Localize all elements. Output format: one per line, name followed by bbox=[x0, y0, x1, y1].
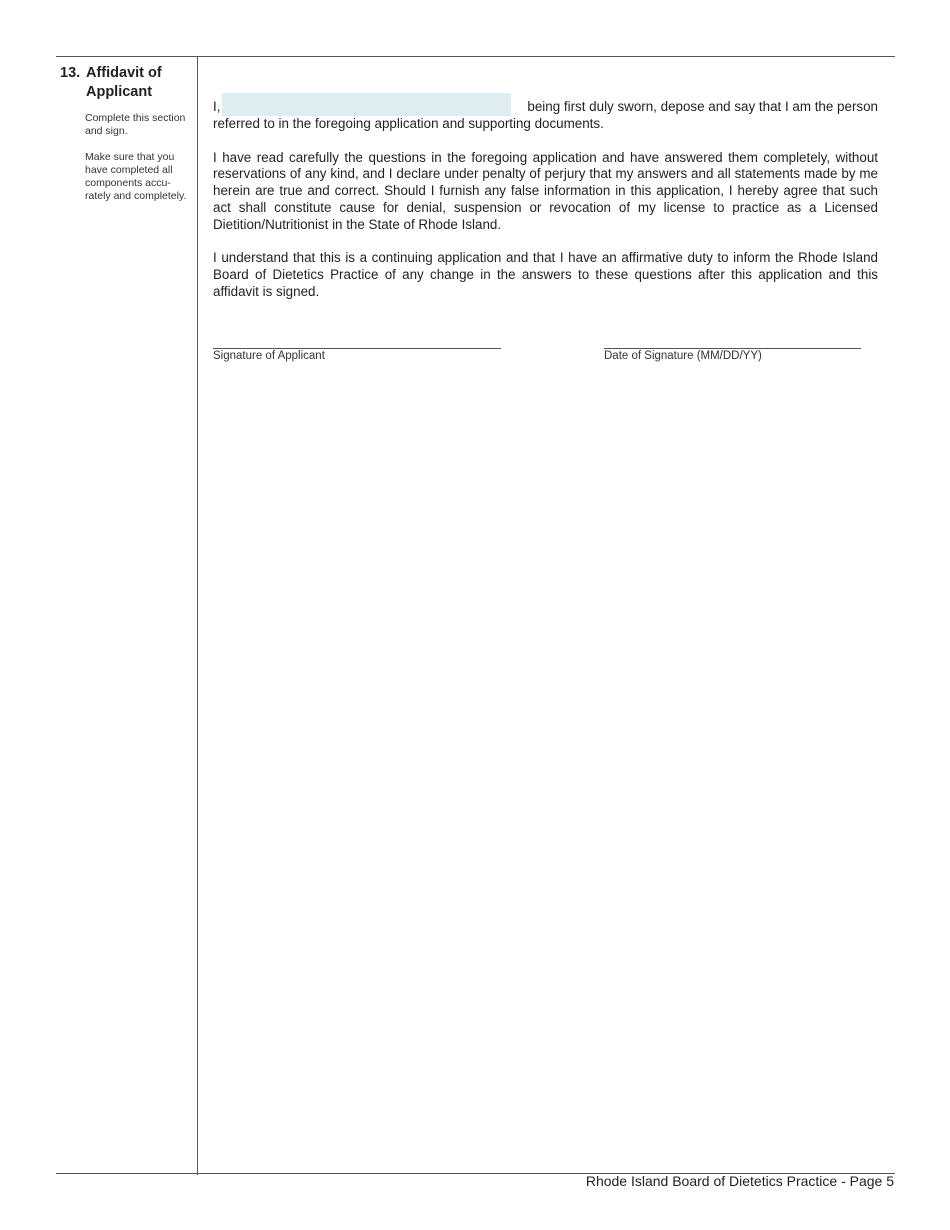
applicant-signature-label: Signature of Applicant bbox=[213, 350, 325, 362]
instruction-note-2-line-1: Make sure that you bbox=[85, 151, 175, 163]
section-title-line-2: Applicant bbox=[86, 84, 153, 100]
instruction-note-2-line-4: rately and completely. bbox=[85, 190, 187, 202]
column-divider bbox=[197, 57, 198, 1175]
affidavit-first-line-continuation: referred to in the foregoing application and supporting documents. bbox=[213, 116, 604, 131]
instruction-note-1-line-2: and sign. bbox=[85, 125, 128, 137]
affidavit-prefix: I, bbox=[213, 99, 221, 115]
affidavit-paragraph-3: I understand that this is a continuing application and that I have an affirmative duty to inform the Rhode Island Board of Dietetics Practice of any change in the answers to these questions after this application and this affidavit is signed. bbox=[213, 250, 878, 299]
instruction-note-2-line-3: components accu- bbox=[85, 177, 171, 189]
signature-row bbox=[213, 336, 878, 366]
section-sidebar bbox=[60, 64, 195, 203]
instruction-note-1 bbox=[85, 112, 195, 138]
top-divider bbox=[56, 56, 895, 57]
applicant-name-field[interactable] bbox=[222, 93, 511, 116]
instruction-note-2-line-2: have completed all bbox=[85, 164, 173, 176]
section-heading bbox=[60, 64, 195, 102]
section-title bbox=[86, 64, 195, 102]
affidavit-first-line-rest: being first duly sworn, depose and say that I am the person bbox=[527, 99, 878, 115]
signature-date-label: Date of Signature (MM/DD/YY) bbox=[604, 350, 762, 362]
instruction-note-1-line-1: Complete this section bbox=[85, 112, 186, 124]
instruction-note-2 bbox=[85, 151, 195, 203]
section-title-line-1: Affidavit of bbox=[86, 65, 162, 81]
section-number: 13. bbox=[60, 65, 81, 81]
affidavit-paragraph-1 bbox=[213, 93, 878, 133]
signature-date-block bbox=[604, 336, 861, 363]
page-footer: Rhode Island Board of Dietetics Practice - Page 5 bbox=[585, 1173, 894, 1189]
affidavit-first-line bbox=[213, 93, 878, 116]
affidavit-paragraph-2: I have read carefully the questions in the foregoing application and have answered them completely, without reservations of any kind, and I declare under penalty of perjury that my answers and all statements made by me herein are true and correct. Should I furnish any false information in this application, I hereby agree that such act shall constitute cause for denial, suspension or revocation of my license to practice as a Licensed Dietition/Nutritionist in the State of Rhode Island. bbox=[213, 149, 878, 232]
affidavit-body bbox=[213, 93, 878, 300]
applicant-signature-block bbox=[213, 336, 501, 363]
